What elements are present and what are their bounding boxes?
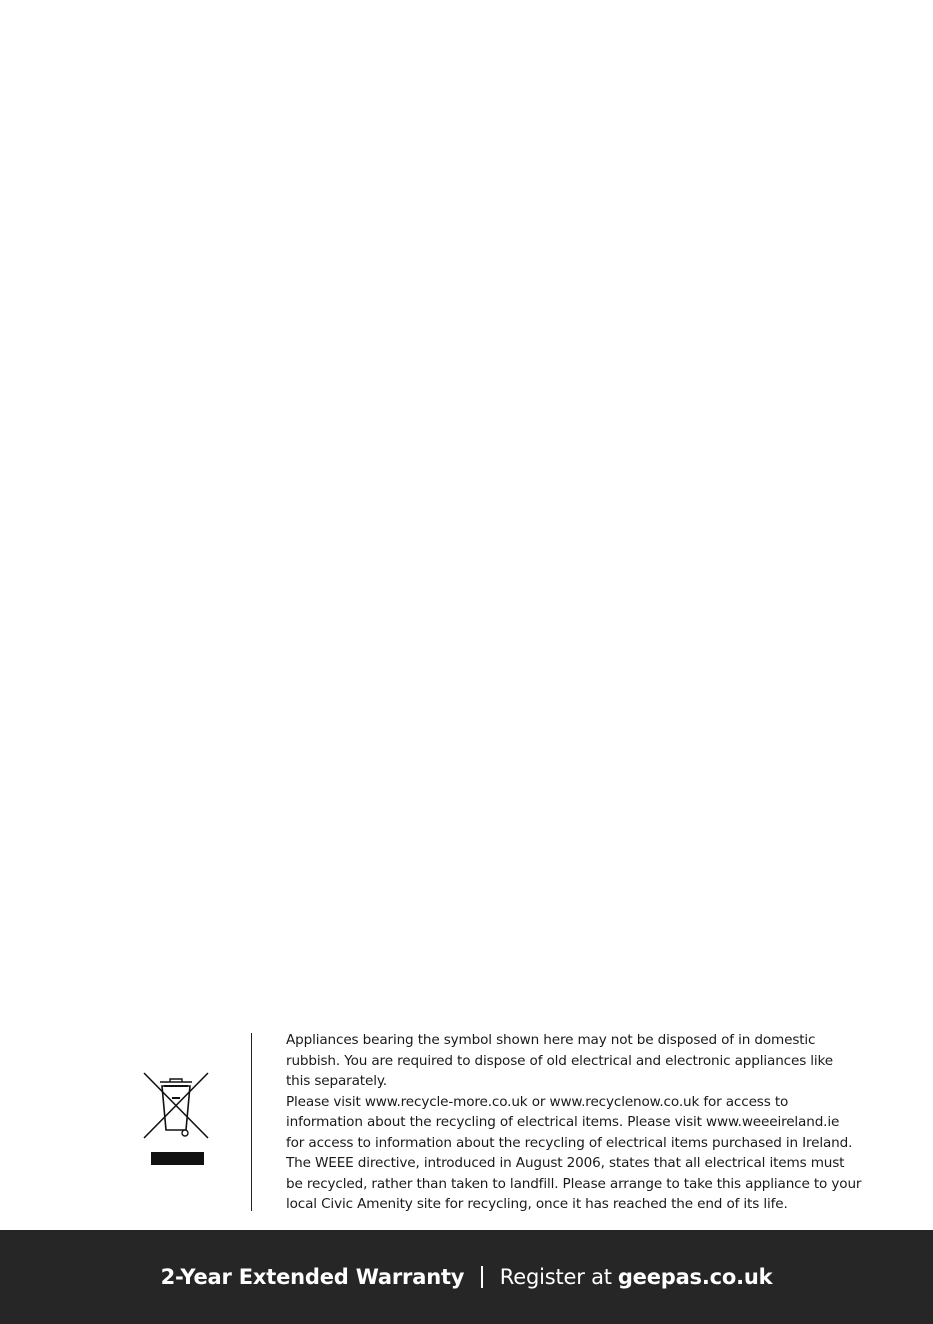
- notice-line: be recycled, rather than taken to landfill. Please arrange to take this appliance to your: [286, 1175, 862, 1192]
- notice-line: local Civic Amenity site for recycling, once it has reached the end of its life.: [286, 1196, 788, 1212]
- crossed-out-wheelie-bin-icon: [140, 1070, 212, 1198]
- website-link[interactable]: geepas.co.uk: [617, 1265, 773, 1289]
- footer-separator: [481, 1266, 483, 1288]
- notice-line: The WEEE directive, introduced in August 2006, states that all electrical items must: [286, 1155, 845, 1171]
- notice-line: rubbish. You are required to dispose of old electrical and electronic appliances like: [286, 1052, 834, 1069]
- notice-line: for access to information about the recycling of electrical items purchased in Ireland.: [286, 1134, 853, 1151]
- weee-section: [0, 1030, 933, 1218]
- section-divider: [251, 1033, 252, 1211]
- weee-disposal-notice: [286, 1030, 896, 1215]
- warranty-footer: [0, 1230, 933, 1324]
- warranty-title: 2-Year Extended Warranty: [160, 1265, 465, 1289]
- notice-line: information about the recycling of electrical items. Please visit www.weeeireland.ie: [286, 1114, 840, 1130]
- notice-line: Please visit www.recycle-more.co.uk or www.recyclenow.co.uk for access to: [286, 1093, 789, 1110]
- register-label: Register at: [499, 1265, 612, 1289]
- notice-line: Appliances bearing the symbol shown here may not be disposed of in domestic: [286, 1032, 816, 1048]
- notice-line: this separately.: [286, 1073, 387, 1089]
